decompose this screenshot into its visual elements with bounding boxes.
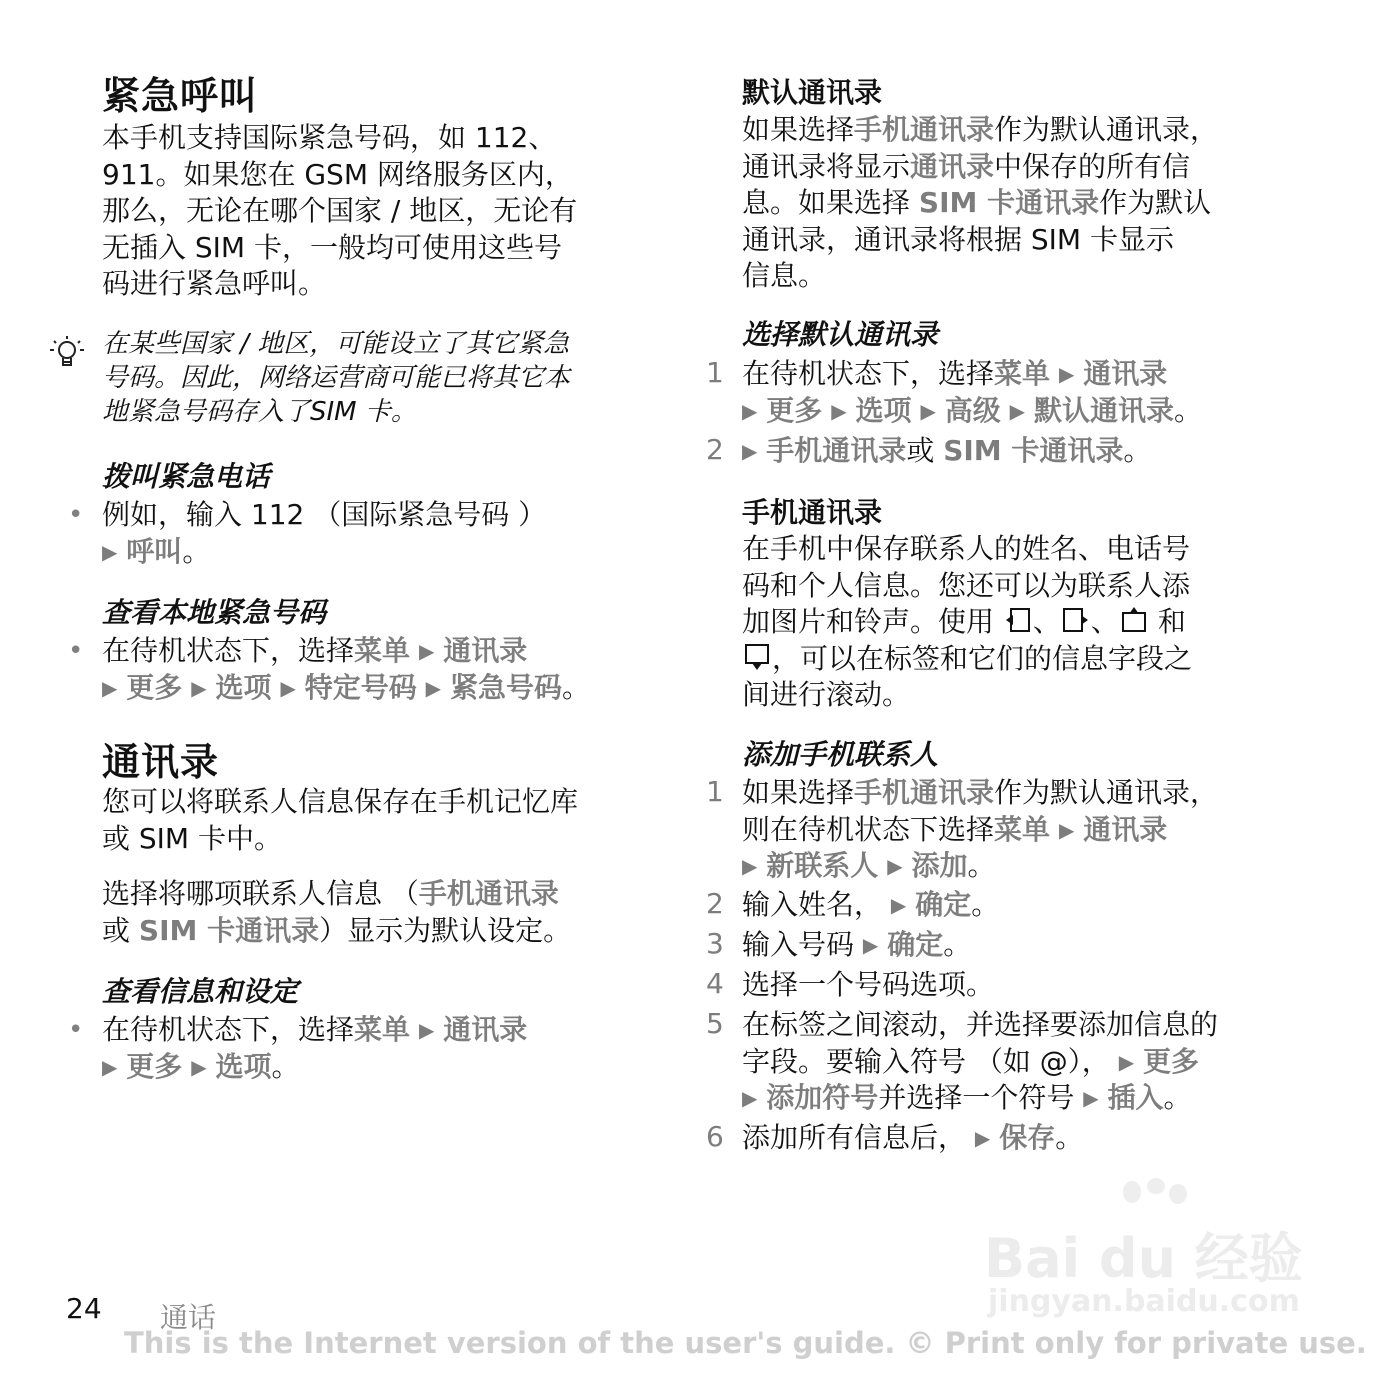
arrow-icon: ▶: [1009, 398, 1026, 423]
arrow-icon: ▶: [1058, 362, 1075, 386]
nav-up-icon: [1119, 605, 1149, 635]
arrow-icon: ▶: [418, 1018, 435, 1042]
text-line: 号码。因此，网络运营商可能已将其它本: [102, 363, 571, 393]
text-line: 或 SIM 卡通讯录）显示为默认设定。: [102, 913, 572, 947]
menu-item-more: 更多: [766, 393, 823, 427]
heading-add-contact: 添加手机联系人: [742, 738, 939, 771]
menu-item-sim-contacts: SIM 卡通讯录: [918, 186, 1100, 219]
watermark-logo: Bai du 经验: [984, 1227, 1303, 1290]
arrow-icon: ▶: [102, 675, 118, 700]
menu-item-advanced: 高级: [944, 393, 1001, 427]
arrow-icon: ▶: [1058, 817, 1075, 842]
section-title-contacts: 通讯录: [102, 740, 220, 784]
step-number: 5: [706, 1007, 724, 1040]
add-contact-step-1: [742, 775, 1218, 885]
tip-lightbulb-icon: [46, 332, 88, 374]
step-number: 2: [706, 887, 724, 920]
menu-item-menu: 菜单: [994, 357, 1051, 390]
text-line: 911。如果您在 GSM 网络服务区内，: [102, 157, 573, 191]
text-line: 在标签之间滚动，并选择要添加信息的: [742, 1008, 1219, 1041]
arrow-icon: ▶: [742, 439, 758, 463]
menu-item-default-contacts: 默认通讯录: [1033, 393, 1174, 427]
menu-item-phone-contacts: 手机通讯录: [766, 434, 907, 467]
step-number: 1: [706, 356, 724, 389]
arrow-icon: ▶: [1118, 1049, 1135, 1074]
contacts-paragraph: [102, 784, 578, 857]
step-number: 4: [706, 967, 724, 1000]
menu-item-menu: 菜单: [994, 812, 1051, 846]
arrow-icon: ▶: [102, 539, 118, 564]
add-contact-step-3: 输入号码 ▶ 确定。: [742, 928, 972, 961]
text-line: 间进行滚动。: [742, 678, 911, 711]
step-number: 6: [706, 1120, 724, 1153]
heading-select-default: 选择默认通讯录: [742, 318, 939, 351]
bullet: •: [68, 500, 84, 530]
select-default-step-1: [742, 356, 1202, 429]
nav-right-icon: [1061, 605, 1091, 635]
contacts-choose-paragraph: [102, 876, 571, 949]
text-line: 地紧急号码存入了SIM 卡。: [102, 397, 417, 427]
menu-item-contacts: 通讯录: [443, 1013, 528, 1046]
text-line: 如果选择手机通讯录作为默认通讯录，: [742, 113, 1219, 146]
dial-instruction: [102, 497, 546, 570]
menu-item-menu: 菜单: [354, 634, 411, 667]
menu-item-insert: 插入: [1107, 1081, 1164, 1114]
heading-phone-contacts: 手机通讯录: [742, 496, 883, 529]
arrow-icon: ▶: [102, 1054, 118, 1079]
menu-item-contacts: 通讯录: [1083, 812, 1168, 846]
add-contact-step-4: 选择一个号码选项。: [742, 968, 995, 1001]
text-line: 加图片和铃声。使用 、 、 和: [742, 605, 1186, 638]
text-line: 选择将哪项联系人信息 （手机通讯录: [102, 877, 559, 910]
menu-item-menu: 菜单: [354, 1013, 411, 1046]
menu-item-contacts: 通讯录: [443, 634, 528, 667]
menu-item-options: 选项: [855, 393, 912, 427]
nav-down-icon: [742, 642, 772, 672]
text-line: 在待机状态下，选择菜单 ▶ 通讯录: [742, 357, 1168, 390]
page-number: 24: [66, 1292, 102, 1325]
select-default-step-2: [742, 433, 1151, 470]
menu-item-emergency-numbers: 紧急号码: [449, 670, 562, 704]
arrow-icon: ▶: [1083, 1086, 1099, 1110]
view-info-instruction: [102, 1012, 527, 1085]
arrow-icon: ▶: [280, 675, 296, 700]
text-line: 码和个人信息。您还可以为联系人添: [742, 568, 1191, 602]
arrow-icon: ▶: [742, 854, 758, 878]
phone-contacts-paragraph: [742, 531, 1192, 714]
arrow-icon: ▶: [890, 893, 907, 917]
text-line: 通讯录将显示通讯录中保存的所有信: [742, 149, 1191, 183]
text-line: ▶ 更多 ▶ 选项。: [102, 1049, 300, 1083]
nav-left-icon: [1003, 605, 1033, 635]
text-line: 通讯录，通讯录将根据 SIM 卡显示: [742, 222, 1174, 256]
text-line: 在待机状态下，选择菜单 ▶ 通讯录: [102, 634, 528, 667]
menu-item-options: 选项: [215, 1049, 272, 1083]
text-line: 则在待机状态下选择菜单 ▶ 通讯录: [742, 812, 1168, 846]
arrow-icon: ▶: [191, 675, 207, 700]
text-line: 信息。: [742, 259, 827, 292]
menu-item-sim-contacts: SIM 卡通讯录: [138, 913, 320, 947]
section-title-emergency: 紧急呼叫: [102, 74, 259, 118]
text-line: 那么，无论在哪个国家 / 地区，无论有: [102, 194, 578, 227]
emergency-paragraph: [102, 120, 577, 303]
text-line: 在手机中保存联系人的姓名、电话号: [742, 532, 1191, 565]
menu-item-phone-contacts: 手机通讯录: [854, 113, 995, 146]
section-name: 通话: [160, 1301, 217, 1334]
step-number: 3: [706, 927, 724, 960]
arrow-icon: ▶: [831, 398, 847, 423]
arrow-icon: ▶: [742, 398, 758, 423]
menu-item-add: 添加: [911, 849, 968, 882]
menu-item-ok: 确定: [915, 888, 972, 921]
tip-note: [102, 327, 570, 429]
menu-item-options: 选项: [215, 670, 272, 704]
step-number: 1: [706, 775, 724, 808]
arrow-icon: ▶: [418, 639, 435, 663]
add-contact-step-5: [742, 1007, 1218, 1117]
menu-item-fixed-numbers: 特定号码: [304, 670, 417, 704]
heading-view-local-emergency: 查看本地紧急号码: [102, 596, 327, 629]
menu-item-more: 更多: [126, 670, 183, 704]
text-line: 如果选择手机通讯录作为默认通讯录，: [742, 776, 1219, 809]
text-line: 在待机状态下，选择菜单 ▶ 通讯录: [102, 1013, 528, 1046]
heading-view-info-settings: 查看信息和设定: [102, 975, 299, 1008]
bullet: •: [68, 636, 84, 666]
heading-default-contacts: 默认通讯录: [742, 76, 883, 109]
text-line: ▶ 添加符号并选择一个符号 ▶ 插入。: [742, 1081, 1192, 1114]
text-line: ▶ 手机通讯录或 SIM 卡通讯录。: [742, 434, 1152, 467]
text-line: ▶ 更多 ▶ 选项 ▶ 高级 ▶ 默认通讯录。: [742, 393, 1202, 427]
menu-item-more: 更多: [126, 1049, 183, 1083]
add-contact-step-6: 添加所有信息后， ▶ 保存。: [742, 1121, 1084, 1154]
footer-notice: This is the Internet version of the user's guide. © Print only for private use.: [124, 1326, 1367, 1360]
add-contact-step-2: 输入姓名， ▶ 确定。: [742, 888, 1000, 921]
menu-item-phone-contacts: 手机通讯录: [854, 776, 995, 809]
arrow-icon: ▶: [191, 1054, 207, 1079]
text-line: 码进行紧急呼叫。: [102, 267, 327, 300]
menu-item-contacts: 通讯录: [910, 149, 995, 183]
text-line: ▶ 更多 ▶ 选项 ▶ 特定号码 ▶ 紧急号码。: [102, 670, 590, 704]
view-local-instruction: [102, 633, 590, 706]
menu-item-more: 更多: [1143, 1044, 1200, 1078]
text-line: 在某些国家 / 地区，可能设立了其它紧急: [102, 329, 570, 359]
text-line: 您可以将联系人信息保存在手机记忆库: [102, 785, 579, 818]
menu-item-sim-contacts: SIM 卡通讯录: [943, 434, 1124, 467]
bullet: •: [68, 1015, 84, 1045]
menu-item-add-symbol: 添加符号: [766, 1081, 879, 1114]
menu-item-call: 呼叫: [126, 534, 183, 568]
text-line: 息。如果选择 SIM 卡通讯录作为默认: [742, 186, 1212, 219]
text-line: ▶ 新联系人 ▶ 添加。: [742, 849, 996, 882]
menu-item-save: 保存: [999, 1121, 1056, 1154]
arrow-icon: ▶: [742, 1086, 758, 1110]
arrow-icon: ▶: [425, 675, 442, 700]
step-number: 2: [706, 433, 724, 466]
text-line: 字段。要输入符号 （如 @）， ▶ 更多: [742, 1044, 1200, 1078]
text-line: ▶ 呼叫。: [102, 534, 211, 568]
arrow-icon: ▶: [887, 854, 903, 878]
menu-item-contacts: 通讯录: [1083, 357, 1168, 390]
arrow-icon: ▶: [974, 1126, 991, 1150]
default-contacts-paragraph: [742, 112, 1218, 295]
heading-dial-emergency: 拨叫紧急电话: [102, 460, 271, 493]
text-line: 无插入 SIM 卡，一般均可使用这些号: [102, 230, 562, 264]
menu-item-ok: 确定: [887, 928, 944, 961]
watermark-url: jingyan.baidu.com: [988, 1284, 1300, 1319]
menu-item-phone-contacts: 手机通讯录: [418, 877, 559, 910]
arrow-icon: ▶: [920, 398, 936, 423]
text-line: 或 SIM 卡中。: [102, 821, 282, 855]
menu-item-new-contact: 新联系人: [766, 849, 879, 882]
text-line: ，可以在标签和它们的信息字段之: [742, 641, 1192, 678]
text-line: 本手机支持国际紧急号码，如 112、: [102, 121, 557, 154]
arrow-icon: ▶: [862, 933, 879, 957]
text-line: 例如，输入 112 （国际紧急号码 ）: [102, 498, 547, 531]
